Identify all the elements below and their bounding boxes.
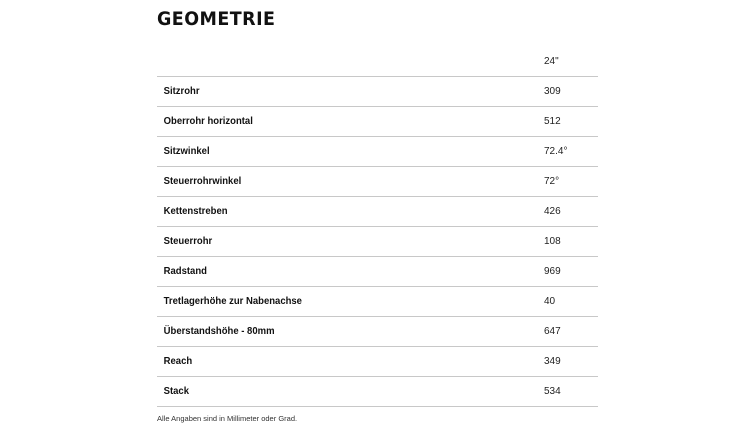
row-value: 534 [544,386,561,397]
row-value: 349 [544,356,561,367]
table-row [157,287,598,317]
footnote: Alle Angaben sind in Millimeter oder Grad. [157,414,298,423]
row-label: Reach [163,356,193,367]
row-label: Radstand [163,266,207,277]
row-value: 512 [544,116,561,127]
row-label: Oberrohr horizontal [163,116,253,127]
header-size-value: 24" [544,56,559,67]
table-row [157,347,598,377]
row-value: 72.4° [544,146,568,157]
row-label: Steuerrohrwinkel [163,176,242,187]
row-label: Kettenstreben [163,206,228,217]
table-header-row [157,47,598,77]
table-row [157,317,598,347]
table-row [157,137,598,167]
table-row [157,377,598,407]
row-value: 647 [544,326,561,337]
row-value: 40 [544,296,556,307]
row-label: Sitzwinkel [163,146,210,157]
table-row [157,167,598,197]
table-row [157,197,598,227]
row-label: Tretlagerhöhe zur Nabenachse [163,296,302,307]
row-value: 108 [544,236,561,247]
row-label: Überstandshöhe - 80mm [163,326,275,337]
table-row [157,107,598,137]
geometry-table [157,47,598,407]
row-value: 309 [544,86,561,97]
row-label: Sitzrohr [163,86,200,97]
row-value: 72° [544,176,560,187]
table-row [157,77,598,107]
row-value: 426 [544,206,561,217]
page-title: GEOMETRIE [157,8,276,30]
table-row [157,227,598,257]
row-value: 969 [544,266,561,277]
table-row [157,257,598,287]
row-label: Steuerrohr [163,236,213,247]
row-label: Stack [163,386,190,397]
